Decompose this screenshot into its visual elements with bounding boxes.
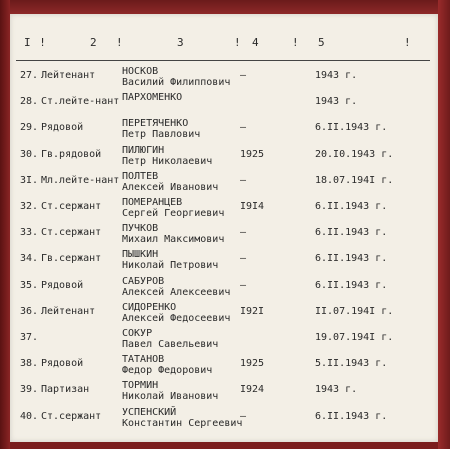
row-surname: СОКУР [122,328,153,339]
row-surname: ПЕРЕТЯЧЕНКО [122,118,189,130]
row-birth-year: 1925 [240,358,265,370]
row-rank: Мл.лейте-нант [41,174,120,186]
row-birth-year: — [240,70,247,81]
row-given-names: Алексей Алексеевич [122,286,231,298]
col-sep: ! [116,36,124,49]
row-rank: Лейтенант [41,70,96,81]
col-3-header: 3 [177,36,185,49]
row-death-date: 6.II.1943 г. [315,410,388,422]
col-5-header: 5 [318,36,326,49]
row-number: 32. [20,201,39,212]
row-given-names: Константин Сергеевич [122,417,243,429]
col-2-header: 2 [90,36,98,49]
row-rank: Ст.сержант [41,410,102,422]
row-given-names: Сергей Георгиевич [122,208,225,219]
column-header-row [12,34,432,52]
row-birth-year: I92I [240,305,265,317]
row-death-date: 1943 г. [315,96,358,108]
row-birth-year: 1925 [240,148,265,160]
row-death-date: 6.II.1943 г. [315,201,388,212]
row-given-names: Павел Савельевич [122,339,219,350]
row-rank: Ст.сержант [41,227,102,239]
row-rank: Ст.лейте-нант [41,96,120,108]
table-row [10,328,438,354]
table-row [10,302,438,328]
row-given-names: Василий Филиппович [122,77,231,88]
row-given-names: Алексей Федосеевич [122,312,231,324]
row-death-date: 6.II.1943 г. [315,279,388,291]
table-row [10,249,438,275]
row-surname: САБУРОВ [122,275,165,287]
table-row [10,118,438,144]
row-given-names: Федор Федорович [122,365,213,377]
row-given-names: Алексей Иванович [122,181,219,193]
table-row [10,92,438,118]
row-birth-year: I924 [240,384,265,396]
row-surname: ПАРХОМЕНКО [122,92,183,104]
table-row [10,66,438,92]
row-death-date: II.07.194I г. [315,305,394,317]
row-birth-year: — [240,279,247,291]
row-death-date: 1943 г. [315,70,358,81]
row-number: 3I. [20,174,39,186]
row-rank: Лейтенант [41,305,96,317]
row-number: 38. [20,358,39,370]
row-rank: Партизан [41,384,90,396]
row-number: 39. [20,384,39,396]
row-birth-year: — [240,174,247,186]
book-cover-left [0,0,10,449]
row-given-names: Николай Иванович [122,391,219,403]
row-number: 27. [20,70,39,81]
row-surname: ПУЧКОВ [122,223,159,235]
row-surname: ПОМЕРАНЦЕВ [122,197,183,208]
col-sep: ! [234,36,242,49]
row-surname: УСПЕНСКИЙ [122,406,177,418]
row-rank: Ст.сержант [41,201,102,212]
row-number: 34. [20,253,39,265]
row-death-date: 6.II.1943 г. [315,227,388,239]
row-death-date: 20.I0.1943 г. [315,148,394,160]
row-number: 28. [20,96,39,108]
row-surname: ТАТАНОВ [122,354,165,366]
row-birth-year: I9I4 [240,201,265,212]
row-number: 30. [20,148,39,160]
table-row [10,407,438,433]
table-row [10,276,438,302]
table-row [10,145,438,171]
table-row [10,223,438,249]
ledger-page [10,14,438,442]
header-divider [16,60,430,61]
row-given-names: Петр Павлович [122,129,201,141]
row-birth-year: — [240,122,247,134]
row-birth-year: — [240,227,247,239]
row-surname: ПИЛЮГИН [122,144,165,156]
book-cover-top [0,0,450,14]
row-rank: Рядовой [41,279,84,291]
row-death-date: 1943 г. [315,384,358,396]
row-surname: СИДОРЕНКО [122,301,177,313]
row-surname: ПОЛТЕВ [122,170,159,182]
col-sep: ! [404,36,412,49]
row-death-date: 18.07.194I г. [315,174,394,186]
table-row [10,380,438,406]
row-number: 36. [20,305,39,317]
row-number: 35. [20,279,39,291]
col-4-header: 4 [252,36,260,49]
col-sep: ! [292,36,300,49]
row-given-names: Петр Николаевич [122,155,213,167]
row-death-date: 5.II.1943 г. [315,358,388,370]
table-row [10,171,438,197]
col-1-header: I ! [24,36,47,49]
row-rank: Рядовой [41,122,84,134]
row-given-names: Михаил Максимович [122,234,225,246]
row-death-date: 19.07.194I г. [315,332,394,343]
row-birth-year: — [240,253,247,265]
row-rank: Гв.рядовой [41,148,102,160]
table-row [10,354,438,380]
row-surname: ТОРМИН [122,380,159,392]
row-number: 33. [20,227,39,239]
row-birth-year: — [240,410,247,422]
row-given-names: Николай Петрович [122,260,219,272]
row-death-date: 6.II.1943 г. [315,122,388,134]
row-number: 29. [20,122,39,134]
row-number: 40. [20,410,39,422]
row-surname: НОСКОВ [122,66,159,77]
row-surname: ПЫШКИН [122,249,159,261]
table-row [10,197,438,223]
row-death-date: 6.II.1943 г. [315,253,388,265]
row-rank: Гв.сержант [41,253,102,265]
book-cover-right [438,0,450,449]
row-number: 37. [20,332,39,343]
row-rank: Рядовой [41,358,84,370]
